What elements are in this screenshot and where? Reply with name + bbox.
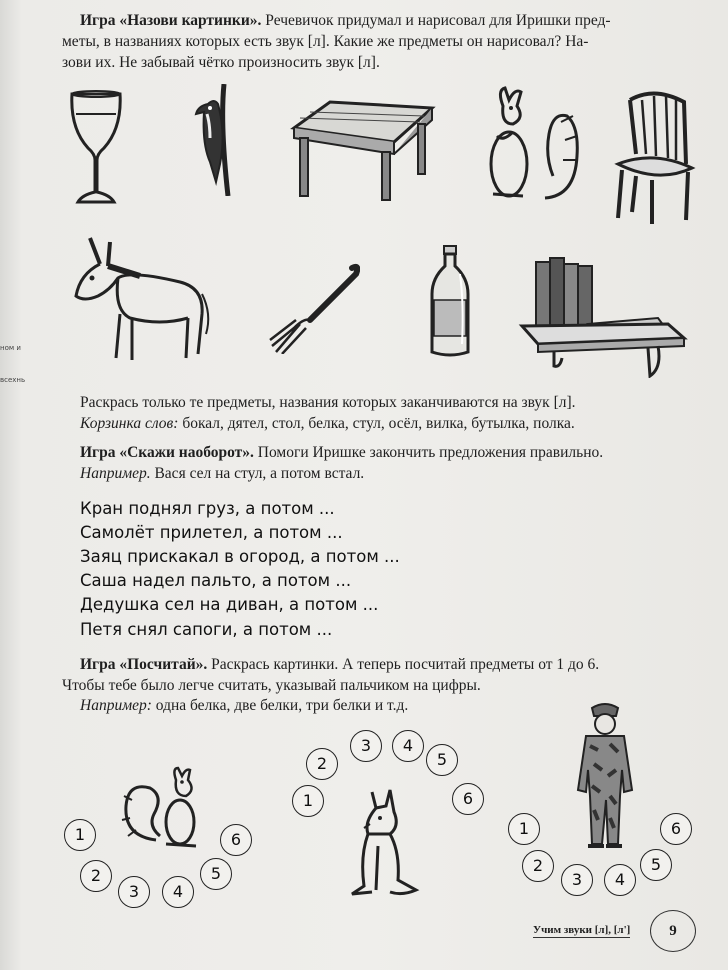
sentence: Петя снял сапоги, а потом ... xyxy=(80,620,333,639)
game1-title: Игра «Назови картинки». xyxy=(80,12,262,29)
counter-circle[interactable]: 6 xyxy=(220,824,252,856)
game3-line2: Чтобы тебе было легче считать, указывай пальчиком на цифры. xyxy=(62,677,481,694)
counter-circle[interactable]: 5 xyxy=(640,849,672,881)
small-squirrel-icon[interactable] xyxy=(120,766,210,848)
word-basket xyxy=(80,413,720,434)
bottle-icon[interactable] xyxy=(428,244,472,358)
counter-circle[interactable]: 4 xyxy=(162,876,194,908)
game3-title: Игра «Посчитай». xyxy=(80,656,208,673)
woodpecker-icon[interactable] xyxy=(194,84,238,196)
word-basket-words: бокал, дятел, стол, белка, стул, осёл, вилка, бутылка, полка. xyxy=(178,415,575,432)
game1-line3: зови их. Не забывай чётко произносить звук [л]. xyxy=(62,54,380,71)
game1-line2: меты, в названиях которых есть звук [л]. Какие же предметы он нарисовал? На- xyxy=(62,33,589,50)
adjacent-page-edge xyxy=(0,330,26,430)
fork-icon[interactable] xyxy=(266,262,360,354)
page-number: 9 xyxy=(650,910,696,952)
edge-text: ном и xyxy=(0,344,21,352)
chair-icon[interactable] xyxy=(614,90,696,224)
counter-circle[interactable]: 6 xyxy=(452,783,484,815)
counter-circle[interactable]: 2 xyxy=(306,748,338,780)
sentence: Самолёт прилетел, а потом ... xyxy=(80,523,343,542)
counter-circle[interactable]: 6 xyxy=(660,813,692,845)
counter-circle[interactable]: 2 xyxy=(522,850,554,882)
footer-title: Учим звуки [л], [л'] xyxy=(533,924,631,936)
sentence: Кран поднял груз, а потом ... xyxy=(80,499,335,518)
counter-circle[interactable]: 4 xyxy=(392,730,424,762)
counter-circle[interactable]: 5 xyxy=(426,744,458,776)
game3-example: Например: одна белка, две белки, три белки и т.д. xyxy=(80,697,409,714)
game1-line1: Игра «Назови картинки». Речевичок придумал и нарисовал для Иришки пред- xyxy=(80,12,611,29)
game3-line1: Игра «Посчитай». Раскрась картинки. А теперь посчитай предметы от 1 до 6. xyxy=(80,656,600,673)
counter-circle[interactable]: 2 xyxy=(80,860,112,892)
counter-circle[interactable]: 3 xyxy=(118,876,150,908)
sentence: Саша надел пальто, а потом ... xyxy=(80,571,352,590)
counter-circle[interactable]: 1 xyxy=(508,813,540,845)
word-basket-label: Корзинка слов: xyxy=(80,415,179,432)
game2-line: Игра «Скажи наоборот». Помоги Иришке закончить предложения правильно. xyxy=(80,444,604,461)
table-icon[interactable] xyxy=(290,98,436,202)
counter-circle[interactable]: 3 xyxy=(350,730,382,762)
coloring-instruction: Раскрась только те предметы, названия которых заканчиваются на звук [л]. xyxy=(80,394,576,411)
edge-text: всехнь xyxy=(0,376,26,384)
soldier-icon[interactable] xyxy=(572,700,638,852)
sentence: Дедушка сел на диван, а потом ... xyxy=(80,595,379,614)
squirrel-icon[interactable] xyxy=(483,86,581,204)
counter-circle[interactable]: 4 xyxy=(604,864,636,896)
counter-circle[interactable]: 5 xyxy=(200,858,232,890)
counter-circle[interactable]: 1 xyxy=(292,785,324,817)
sentence: Заяц прискакал в огород, а потом ... xyxy=(80,547,400,566)
game2-title: Игра «Скажи наоборот». xyxy=(80,444,254,461)
counter-circle[interactable]: 1 xyxy=(64,819,96,851)
wolf-icon[interactable] xyxy=(342,786,424,898)
game2-example: Например. Вася сел на стул, а потом встал. xyxy=(80,465,365,482)
donkey-icon[interactable] xyxy=(70,234,214,366)
shelf-icon[interactable] xyxy=(518,254,688,378)
glass-icon[interactable] xyxy=(66,88,126,210)
counter-circle[interactable]: 3 xyxy=(561,864,593,896)
